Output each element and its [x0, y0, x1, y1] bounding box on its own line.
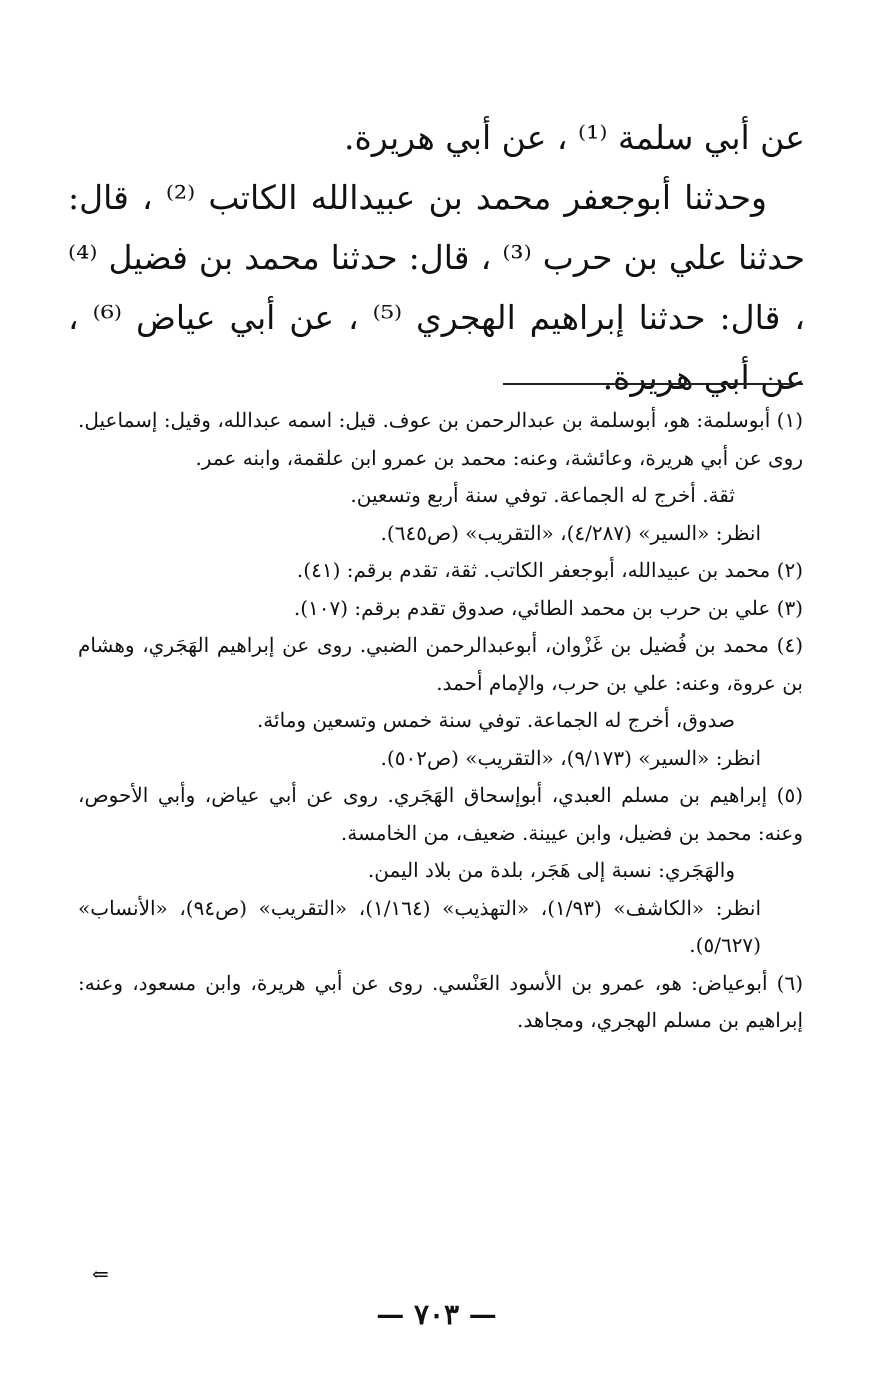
continue-arrow-icon: ⇐	[92, 1262, 109, 1286]
footnote-2	[78, 552, 803, 590]
footnote-6-body: (٦) أبوعياض: هو، عمرو بن الأسود العَنْسي. روى عن أبي هريرة، وابن مسعود، وعنه: إبراهيم بن مسلم الهجري، ومجاهد.	[78, 970, 803, 1032]
page-number: — ٧٠٣ —	[376, 1298, 497, 1331]
footnote-3-body: (٣) علي بن حرب بن محمد الطائي، صدوق تقدم برقم: (١٠٧).	[293, 595, 803, 620]
footnote-4-refs: انظر: «السير» (٩/١٧٣)، «التقريب» (ص٥٠٢).	[380, 745, 761, 770]
footnote-3	[78, 590, 803, 628]
footnote-5-nisba: والهَجَري: نسبة إلى هَجَر، بلدة من بلاد اليمن.	[367, 858, 735, 882]
footnote-5-refs: انظر: «الكاشف» (١/٩٣)، «التهذيب» (١/١٦٤)، «التقريب» (ص٩٤)، «الأنساب» (٥/٦٢٧).	[78, 895, 762, 957]
footnote-4	[78, 627, 803, 777]
main-paragraph-2: وحدثنا أبوجعفر محمد بن عبيدالله الكاتب ⁽²⁾ ، قال: حدثنا علي بن حرب ⁽³⁾ ، قال: حدثنا محمد بن فضيل ⁽⁴⁾ ، قال: حدثنا إبراهيم الهجري ⁽⁵⁾ ، عن أبي عياض ⁽⁶⁾ ، عن أبي هريرة.	[68, 178, 805, 397]
footnotes	[78, 402, 803, 1040]
footnote-2-body: (٢) محمد بن عبيدالله، أبوجعفر الكاتب. ثقة، تقدم برقم: (٤١).	[296, 558, 803, 582]
footnote-separator	[503, 383, 803, 385]
footnote-4-grade: صدوق، أخرج له الجماعة. توفي سنة خمس وتسعين ومائة.	[256, 708, 735, 732]
footnote-1	[78, 402, 803, 552]
footnote-5	[78, 777, 803, 965]
main-text	[68, 108, 805, 408]
footnote-4-body: (٤) محمد بن فُضيل بن غَزْوان، أبوعبدالرحمن الضبي. روى عن إبراهيم الهَجَري، وهشام بن عروة، وعنه: علي بن حرب، والإمام أحمد.	[78, 633, 803, 695]
footnote-6	[78, 965, 803, 1040]
footnote-5-body: (٥) إبراهيم بن مسلم العبدي، أبوإسحاق الهَجَري. روى عن أبي عياض، وأبي الأحوص، وعنه: محمد بن فضيل، وابن عيينة. ضعيف، من الخامسة.	[78, 783, 803, 845]
footnote-1-grade: ثقة. أخرج له الجماعة. توفي سنة أربع وتسعين.	[350, 483, 735, 507]
footnote-1-body: (١) أبوسلمة: هو، أبوسلمة بن عبدالرحمن بن عوف. قيل: اسمه عبدالله، وقيل: إسماعيل. روى عن أبي هريرة، وعائشة، وعنه: محمد بن عمرو ابن علقمة، وابنه عمر.	[78, 408, 803, 470]
footnote-1-refs: انظر: «السير» (٤/٢٨٧)، «التقريب» (ص٦٤٥).	[380, 520, 761, 545]
main-line-1: عن أبي سلمة ⁽¹⁾ ، عن أبي هريرة.	[344, 118, 805, 157]
